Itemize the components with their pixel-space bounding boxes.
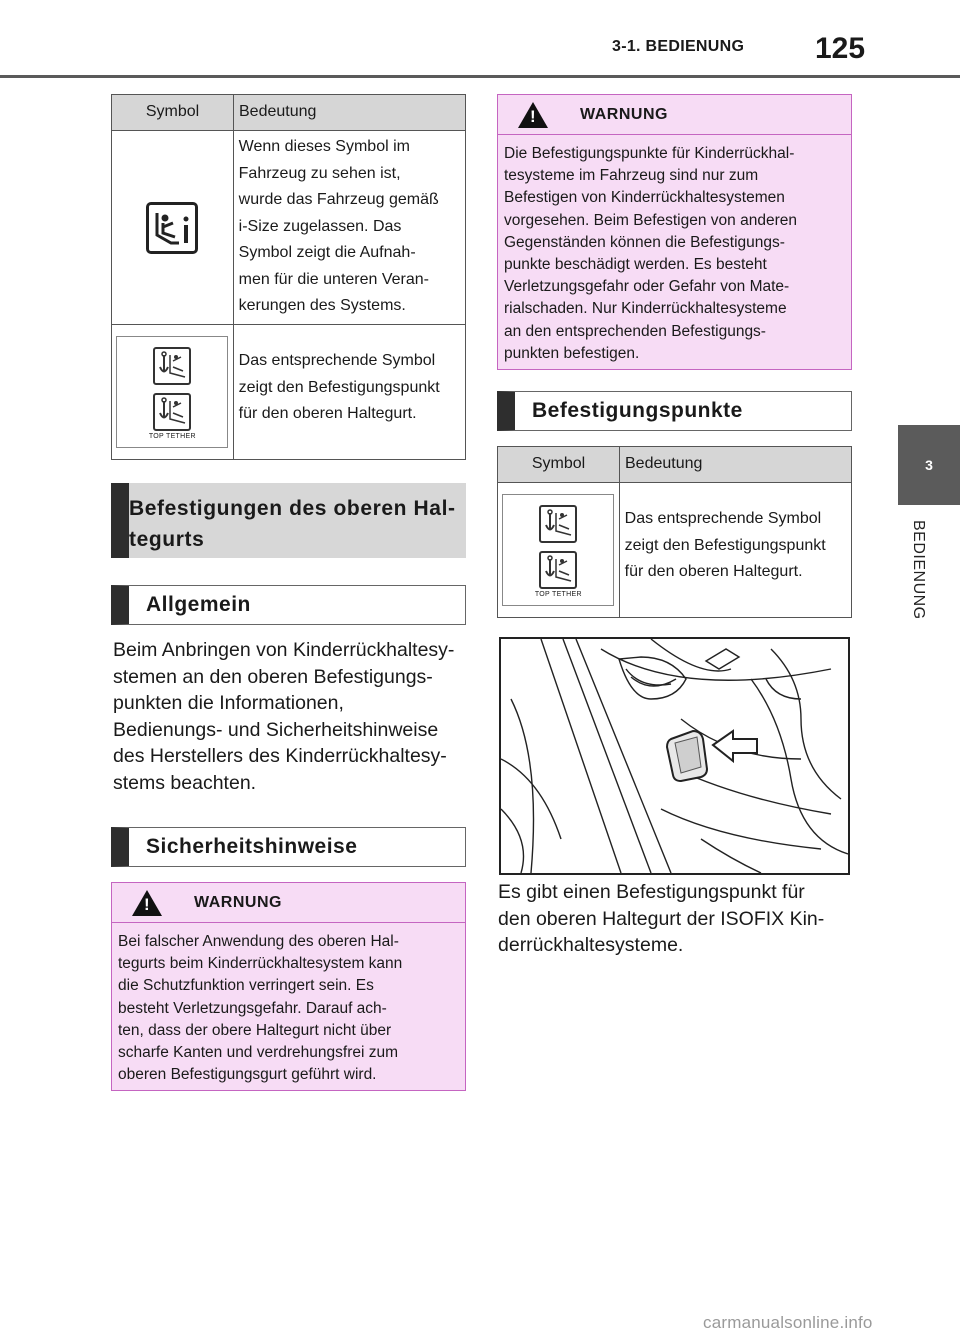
table-header (498, 447, 851, 483)
meaning-text-line: men für die unteren Veran- (238, 270, 429, 288)
warning-body (112, 923, 465, 1086)
warning-triangle-icon (518, 102, 548, 128)
symbol-cell (112, 131, 234, 324)
meaning-text-line: Das entsprechende Symbol (624, 510, 822, 527)
body-text-line: Bedienungs- und Sicherheitshinweise (113, 718, 439, 741)
running-header-section: 3-1. BEDIENUNG (612, 38, 745, 55)
warning-text-line: oberen Befestigungsgurt geführt wird. (118, 1066, 377, 1084)
warning-box-right (497, 94, 852, 370)
heading-line: tegurts (129, 528, 205, 551)
warning-text-line: tesysteme im Fahrzeug sind nur zum (504, 167, 759, 185)
vehicle-interior-line-drawing (501, 639, 848, 873)
table-header (112, 95, 465, 131)
chapter-tab[interactable]: 3 (898, 425, 960, 505)
warning-text-line: Gegenständen können die Befestigungs- (504, 233, 785, 251)
chapter-label: BEDIENUNG (910, 520, 927, 620)
header-divider (0, 75, 960, 78)
warning-title: WARNUNG (194, 893, 282, 911)
top-tether-symbol-panel (502, 494, 614, 606)
section-heading-upper-tether (111, 483, 466, 558)
warning-text-line: vorgesehen. Beim Befestigen von anderen (504, 211, 797, 229)
subsection-heading-safety: Sicherheitshinweise (111, 827, 466, 867)
body-text-line: stems beachten. (113, 771, 257, 794)
warning-text-line: tegurts beim Kinderrückhaltesystem kann (118, 955, 403, 973)
heading-line: Befestigungen des oberen Hal- (129, 497, 456, 520)
warning-text-line: Die Befestigungspunkte für Kinderrückhal- (504, 145, 795, 162)
warning-text-line: Befestigen von Kinderrückhaltesystemen (504, 189, 785, 207)
warning-body (498, 135, 851, 365)
symbol-table-left (111, 94, 466, 460)
meaning-cell (234, 325, 465, 459)
column-header-meaning: Bedeutung (625, 455, 703, 472)
warning-text-line: rialschaden. Nur Kinderrückhaltesysteme (504, 300, 787, 318)
warning-text-line: Bei falscher Anwendung des oberen Hal- (118, 933, 399, 950)
i-size-child-seat-icon (146, 202, 198, 254)
body-text-line: derrückhaltesysteme. (498, 934, 684, 956)
table-row (498, 483, 851, 617)
warning-title: WARNUNG (580, 105, 668, 123)
top-tether-caption: TOP TETHER (148, 433, 196, 440)
body-text-line: punkten die Informationen, (113, 692, 344, 714)
warning-text-line: scharfe Kanten und verdrehungsfrei zum (118, 1044, 399, 1062)
meaning-text-line: Fahrzeug zu sehen ist, (238, 164, 401, 182)
warning-text-line: besteht Verletzungsgefahr. Darauf ach- (118, 999, 387, 1017)
warning-box-left (111, 882, 466, 1091)
warning-triangle-icon (132, 890, 162, 916)
meaning-text-line: für den oberen Haltegurt. (238, 405, 417, 422)
symbol-cell (498, 483, 620, 617)
column-header-meaning: Bedeutung (239, 103, 317, 120)
subsection-heading-anchor-points: Befestigungspunkte (497, 391, 852, 431)
warning-text-line: ten, dass der obere Haltegurt nicht über (118, 1021, 392, 1039)
meaning-text-line: i-Size zugelassen. Das (238, 217, 402, 235)
column-header-symbol: Symbol (498, 447, 620, 482)
body-text-line: den oberen Haltegurt der ISOFIX Kin- (498, 907, 825, 930)
anchor-point-illustration (499, 637, 850, 875)
warning-text-line: punkte beschädigt werden. Es besteht (504, 256, 767, 274)
warning-text-line: punkten befestigen. (504, 344, 640, 362)
top-tether-anchor-icon (153, 347, 191, 385)
meaning-text-line: für den oberen Haltegurt. (624, 563, 803, 580)
meaning-text-line: Symbol zeigt die Aufnah- (238, 244, 416, 261)
symbol-cell (112, 325, 234, 459)
top-tether-anchor-icon (539, 505, 577, 543)
top-tether-symbol-panel (116, 336, 228, 448)
meaning-text-line: zeigt den Befestigungspunkt (238, 378, 440, 396)
warning-text-line: Verletzungsgefahr oder Gefahr von Mate- (504, 278, 790, 296)
meaning-cell (234, 131, 465, 324)
body-text-line: stemen an den oberen Befestigungs- (113, 665, 433, 688)
top-tether-caption: TOP TETHER (534, 591, 582, 598)
arrow-pointer-icon (713, 731, 757, 761)
column-header-symbol: Symbol (112, 95, 234, 130)
tether-anchor-cover (667, 731, 707, 781)
watermark-text: carmanualsonline.info (703, 1313, 873, 1332)
meaning-text-line: Wenn dieses Symbol im (238, 138, 410, 155)
warning-header (112, 883, 465, 923)
table-row (112, 325, 465, 459)
meaning-text-line: wurde das Fahrzeug gemäß (238, 191, 439, 208)
top-tether-anchor-icon (153, 393, 191, 431)
warning-text-line: an den entsprechenden Befestigungs- (504, 322, 766, 340)
general-body-text (113, 637, 473, 796)
symbol-table-right (497, 446, 852, 618)
meaning-text-line: zeigt den Befestigungspunkt (624, 536, 826, 554)
meaning-cell (620, 483, 851, 617)
warning-text-line: die Schutzfunktion verringert sein. Es (118, 977, 374, 995)
body-text-line: Es gibt einen Befestigungspunkt für (498, 881, 805, 903)
meaning-text-line: Das entsprechende Symbol (238, 352, 436, 369)
warning-header (498, 95, 851, 135)
page-number: 125 (815, 32, 866, 65)
table-row (112, 131, 465, 325)
body-text-line: des Herstellers des Kinderrückhaltesy- (113, 745, 447, 767)
figure-caption-text (498, 879, 858, 959)
subsection-heading-general: Allgemein (111, 585, 466, 625)
top-tether-anchor-icon (539, 551, 577, 589)
body-text-line: Beim Anbringen von Kinderrückhaltesy- (113, 639, 455, 661)
meaning-text-line: kerungen des Systems. (238, 297, 406, 314)
